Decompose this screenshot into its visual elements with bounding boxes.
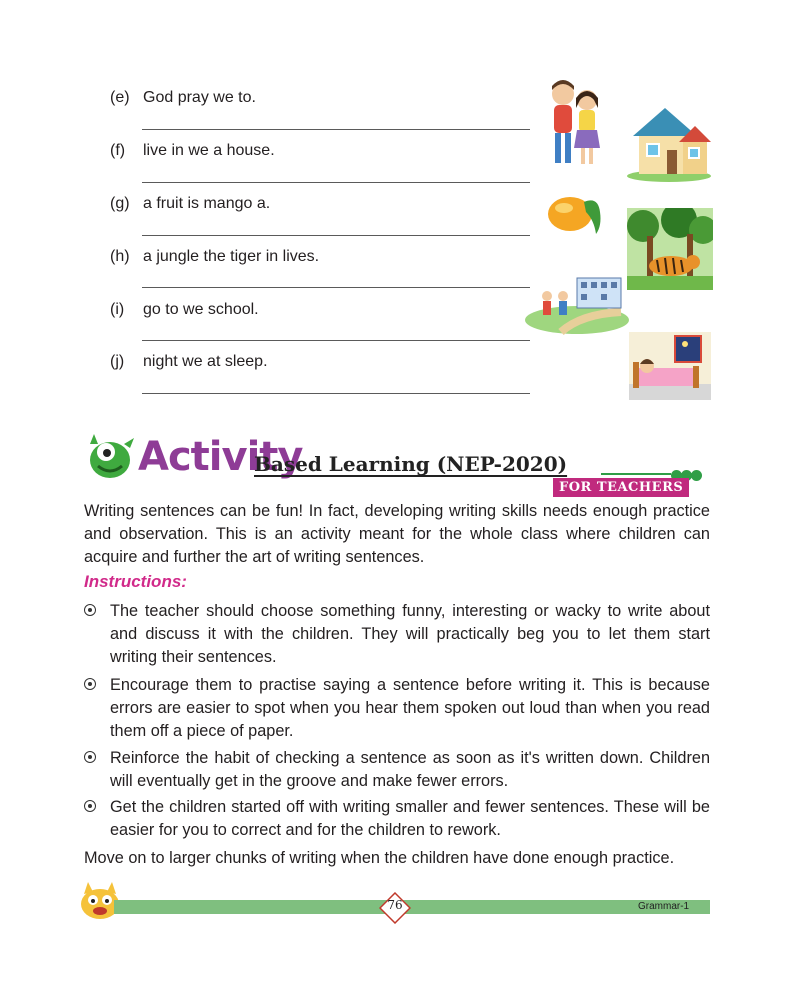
instruction-bullet: [84, 747, 710, 793]
tiger-jungle-illustration: [627, 208, 713, 290]
answer-line-e[interactable]: [142, 129, 530, 130]
activity-title-rest: Based Learning (NEP-2020): [254, 452, 568, 476]
instruction-bullet: [84, 796, 710, 842]
praying-children-illustration: [545, 78, 607, 170]
exercise-text: night we at sleep.: [143, 353, 268, 370]
exercise-label: (f): [110, 142, 126, 159]
bullet-text: Reinforce the habit of checking a sentence as soon as it's written down. Children will eventually get in the groove and make fewer errors.: [110, 749, 710, 790]
exercise-item-j: [110, 352, 268, 372]
exercise-item-f: [110, 141, 275, 161]
exercise-text: God pray we to.: [143, 89, 256, 106]
answer-line-h[interactable]: [142, 287, 530, 288]
bullet-text: Encourage them to practise saying a sentence before writing it. This is because errors are easier to spot when you hear them spoken out loud than when you read them off a piece of paper.: [110, 676, 710, 740]
answer-line-i[interactable]: [142, 340, 530, 341]
exercise-label: (h): [110, 248, 130, 265]
exercise-text: go to we school.: [143, 301, 259, 318]
sleeping-child-illustration: [629, 332, 711, 400]
bullet-marker-icon: [84, 604, 96, 616]
bullet-marker-icon: [84, 678, 96, 690]
answer-line-g[interactable]: [142, 235, 530, 236]
bullet-marker-icon: [84, 751, 96, 763]
bullet-text: The teacher should choose something funny, interesting or wacky to write about and discuss it with the children. They will practically beg you to let them start writing their sentences.: [110, 602, 710, 666]
instruction-bullet: [84, 600, 710, 669]
exercise-label: (i): [110, 301, 125, 318]
exercise-text: a jungle the tiger in lives.: [143, 248, 320, 265]
exercise-label: (e): [110, 89, 130, 106]
mango-illustration: [546, 190, 604, 236]
answer-line-j[interactable]: [142, 393, 530, 394]
activity-header: [84, 430, 714, 500]
house-illustration: [625, 102, 713, 182]
monster-mascot-icon: [84, 430, 136, 480]
exercise-item-h: [110, 247, 319, 267]
instructions-heading: Instructions:: [84, 572, 187, 591]
exercise-text: live in we a house.: [143, 142, 275, 159]
exercise-item-i: [110, 300, 259, 320]
exercise-label: (g): [110, 195, 130, 212]
answer-line-f[interactable]: [142, 182, 530, 183]
page-number: 76: [387, 898, 403, 912]
footer-bar: [114, 900, 710, 914]
exercise-item-e: [110, 88, 256, 108]
for-teachers-badge: FOR TEACHERS: [553, 478, 689, 497]
exercise-text: a fruit is mango a.: [143, 195, 271, 212]
bullet-marker-icon: [84, 800, 96, 812]
bullet-text: Get the children started off with writing smaller and fewer sentences. These will be easier for you to correct and for the children to rework.: [110, 798, 710, 839]
activity-closing: Move on to larger chunks of writing when the children have done enough practice.: [84, 849, 675, 867]
activity-title-word: Activity: [138, 434, 303, 480]
exercise-item-g: [110, 194, 270, 214]
book-title: Grammar-1: [638, 901, 690, 912]
exercise-label: (j): [110, 353, 125, 370]
school-illustration: [521, 270, 629, 336]
activity-intro: Writing sentences can be fun! In fact, developing writing skills needs enough practice and observation. This is an activity meant for the whole class where children can acquire and further the art of writing sentences.: [84, 502, 710, 566]
instruction-bullet: [84, 674, 710, 743]
